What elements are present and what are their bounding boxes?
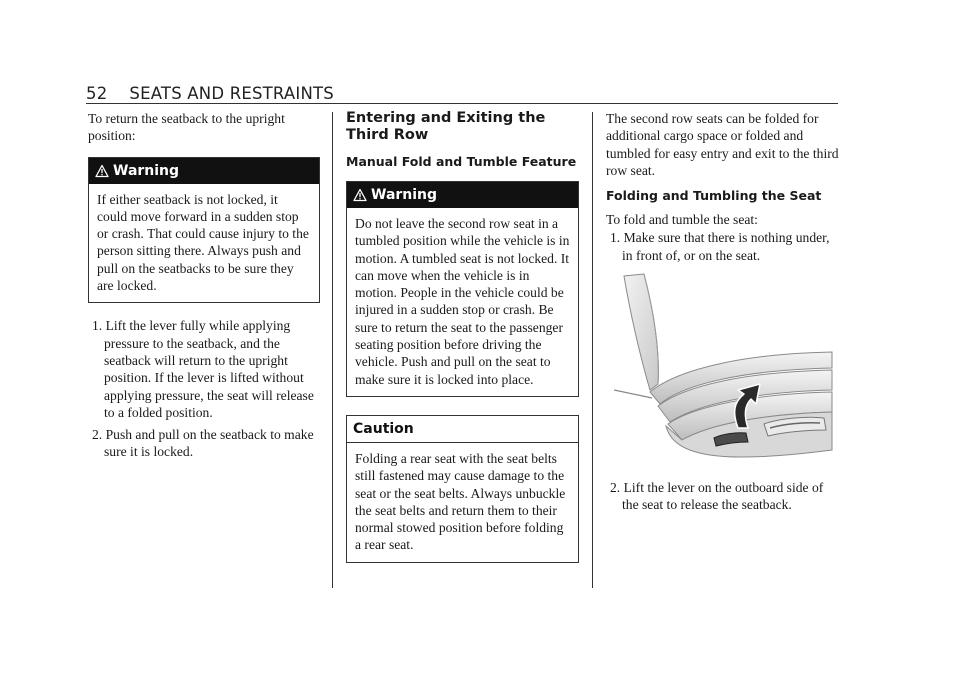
intro-paragraph: The second row seats can be folded for additional cargo space or folded and tumbled for easy entry and exit to the third row seat.: [606, 111, 839, 178]
intro-paragraph: To return the seatback to the upright position:: [88, 111, 285, 144]
subsection-heading: Folding and Tumbling the Seat: [606, 188, 822, 204]
column-divider: [592, 112, 593, 588]
caution-title: Caution: [353, 420, 414, 437]
warning-title: Warning: [371, 187, 438, 203]
seat-lever-illustration: [614, 272, 838, 466]
warning-triangle-icon: [353, 188, 367, 202]
step-item: 1. Lift the lever fully while applying pressure to the seatback, and the seatback will return to the upright position. If the lever is lifted without applying pressure, the seat will release to a folded position.: [92, 318, 314, 420]
section-title: SEATS AND RESTRAINTS: [129, 84, 334, 103]
lead-paragraph: To fold and tumble the seat:: [606, 212, 758, 228]
column-2: [346, 110, 579, 563]
column-1: [88, 110, 320, 461]
caution-text: Folding a rear seat with the seat belts still fastened may cause damage to the seat or the seat belts. Always unbuckle the seat belts and return them to their normal stowed position before folding a rear seat.: [355, 450, 566, 553]
warning-title: Warning: [113, 162, 180, 179]
warning-header: [347, 182, 578, 208]
warning-text: Do not leave the second row seat in a tumbled position while the vehicle is in motion. A tumbled seat is not locked. It can move when the vehicle is in motion. People in the vehicle could be injured in a sudden stop or crash. Be sure to return the seat to the passenger seating position before driving the vehicle. Push and pull on the seat to make sure it is locked into place.: [355, 216, 570, 387]
caution-box: [346, 415, 579, 563]
caution-header: [347, 416, 578, 443]
step-item: 2. Lift the lever on the outboard side of the seat to release the seatback.: [610, 480, 824, 513]
warning-box: [88, 157, 320, 304]
page-number: 52: [86, 84, 108, 103]
header-rule: [86, 103, 838, 104]
warning-box: [346, 181, 579, 397]
section-heading: Entering and Exiting the Third Row: [346, 110, 546, 143]
subsection-heading: Manual Fold and Tumble Feature: [346, 154, 577, 169]
warning-triangle-icon: [95, 164, 109, 178]
step-item: 1. Make sure that there is nothing under, in front of, or on the seat.: [610, 230, 830, 263]
column-3: [606, 110, 840, 514]
warning-text: If either seatback is not locked, it could move forward in a sudden stop or crash. That could cause injury to the person sitting there. Always push and pull on the seatbacks to be sure they are locked.: [97, 191, 309, 294]
warning-header: [89, 158, 319, 184]
page-header: [86, 84, 334, 103]
column-divider: [332, 112, 333, 588]
step-item: 2. Push and pull on the seatback to make sure it is locked.: [92, 427, 314, 460]
